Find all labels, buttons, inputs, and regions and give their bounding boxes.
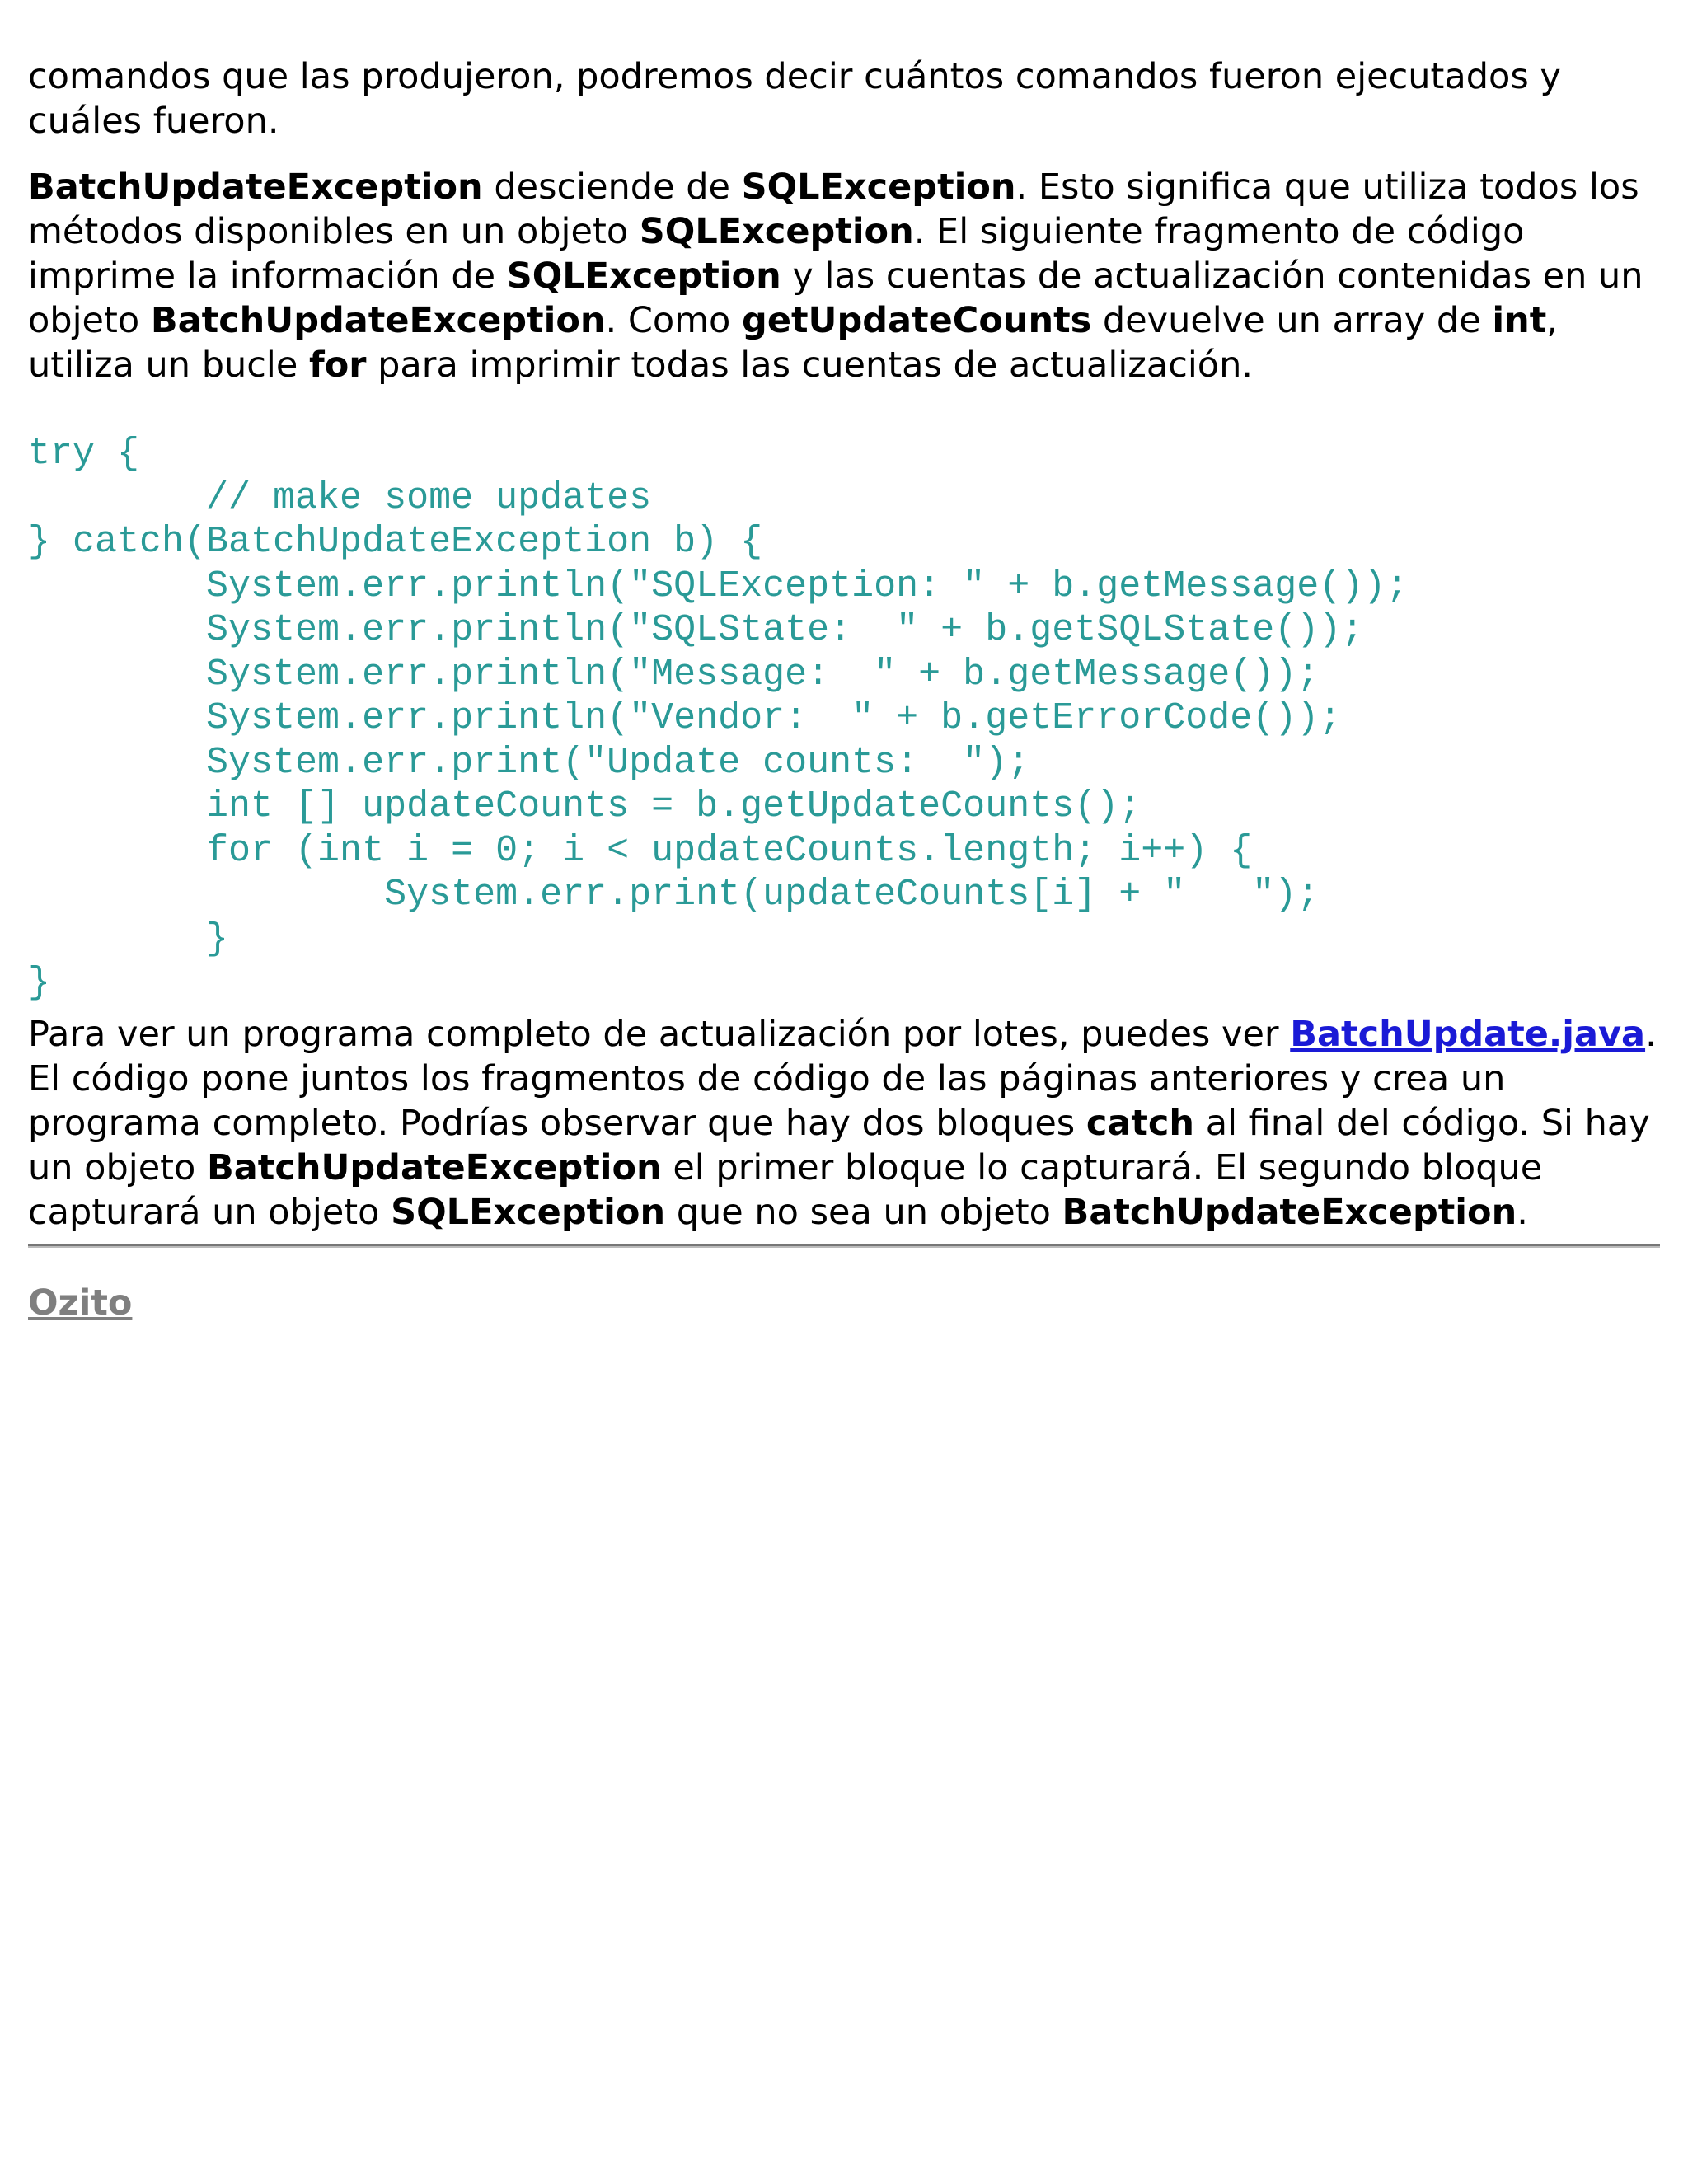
keyword-int: int <box>1492 300 1547 341</box>
paragraph-text: al final del código. Si hay un objeto <box>28 1102 1650 1188</box>
code-line: for (int i = 0; i < updateCounts.length; i++) { <box>28 829 1253 872</box>
batchupdate-java-link[interactable]: BatchUpdate.java <box>1290 1013 1646 1055</box>
code-line: try { <box>28 433 140 475</box>
keyword-getupdatecounts: getUpdateCounts <box>742 300 1092 341</box>
code-line: System.err.println("SQLState: " + b.getSQLState()); <box>28 609 1364 651</box>
code-line: // make some updates <box>28 476 652 519</box>
keyword-sqlexception: SQLException <box>506 255 781 297</box>
paragraph-text: el primer bloque lo capturará. El segundo bloque capturará un objeto <box>28 1146 1543 1233</box>
code-line: } <box>28 962 51 1004</box>
paragraph-text: para imprimir todas las cuentas de actualización. <box>366 344 1254 386</box>
code-line: int [] updateCounts = b.getUpdateCounts(); <box>28 785 1142 827</box>
keyword-batchupdateexception: BatchUpdateException <box>1062 1191 1517 1233</box>
paragraph-text: Para ver un programa completo de actualización por lotes, puedes ver <box>28 1013 1291 1055</box>
keyword-catch: catch <box>1085 1102 1195 1144</box>
document-page <box>28 54 1660 1324</box>
keyword-batchupdateexception: BatchUpdateException <box>150 300 606 341</box>
intro-text: comandos que las produjeron, podremos decir cuántos comandos fueron ejecutados y cuáles fueron. <box>28 56 1561 142</box>
paragraph-text: . El siguiente fragmento de código imprime la información de <box>28 211 1525 297</box>
paragraph-text: , utiliza un bucle <box>28 300 1558 386</box>
keyword-batchupdateexception: BatchUpdateException <box>207 1146 662 1188</box>
paragraph-text: y las cuentas de actualización contenidas en un objeto <box>28 255 1643 341</box>
paragraph-text: desciende de <box>482 166 742 208</box>
horizontal-divider <box>28 1244 1660 1248</box>
code-line: } catch(BatchUpdateException b) { <box>28 521 763 563</box>
code-line: System.err.print(updateCounts[i] + " "); <box>28 874 1320 916</box>
paragraph-text: . <box>1517 1191 1528 1233</box>
keyword-sqlexception: SQLException <box>741 166 1016 208</box>
paragraph-text: devuelve un array de <box>1091 300 1493 341</box>
code-block <box>28 432 1660 1005</box>
code-line: System.err.println("Vendor: " + b.getErrorCode()); <box>28 697 1342 739</box>
keyword-sqlexception: SQLException <box>391 1191 666 1233</box>
keyword-sqlexception: SQLException <box>639 211 914 252</box>
paragraph-text: . El código pone juntos los fragmentos de código de las páginas anteriores y crea un programa completo. Podrías observar que hay dos bloques <box>28 1013 1657 1144</box>
batch-program-paragraph <box>28 1012 1660 1235</box>
paragraph-text: . Como <box>605 300 743 341</box>
paragraph-text: . Esto significa que utiliza todos los métodos disponibles en un objeto <box>28 166 1639 252</box>
paragraph-text: que no sea un objeto <box>665 1191 1062 1233</box>
code-line: System.err.println("SQLException: " + b.getMessage()); <box>28 565 1409 607</box>
code-line: System.err.print("Update counts: "); <box>28 741 1030 784</box>
keyword-for: for <box>308 344 367 386</box>
exception-paragraph <box>28 165 1660 387</box>
ozito-link[interactable]: Ozito <box>28 1282 133 1324</box>
code-line: System.err.println("Message: " + b.getMessage()); <box>28 653 1320 696</box>
intro-paragraph <box>28 54 1660 143</box>
code-line: } <box>28 917 229 960</box>
keyword-batchupdateexception: BatchUpdateException <box>28 166 483 208</box>
